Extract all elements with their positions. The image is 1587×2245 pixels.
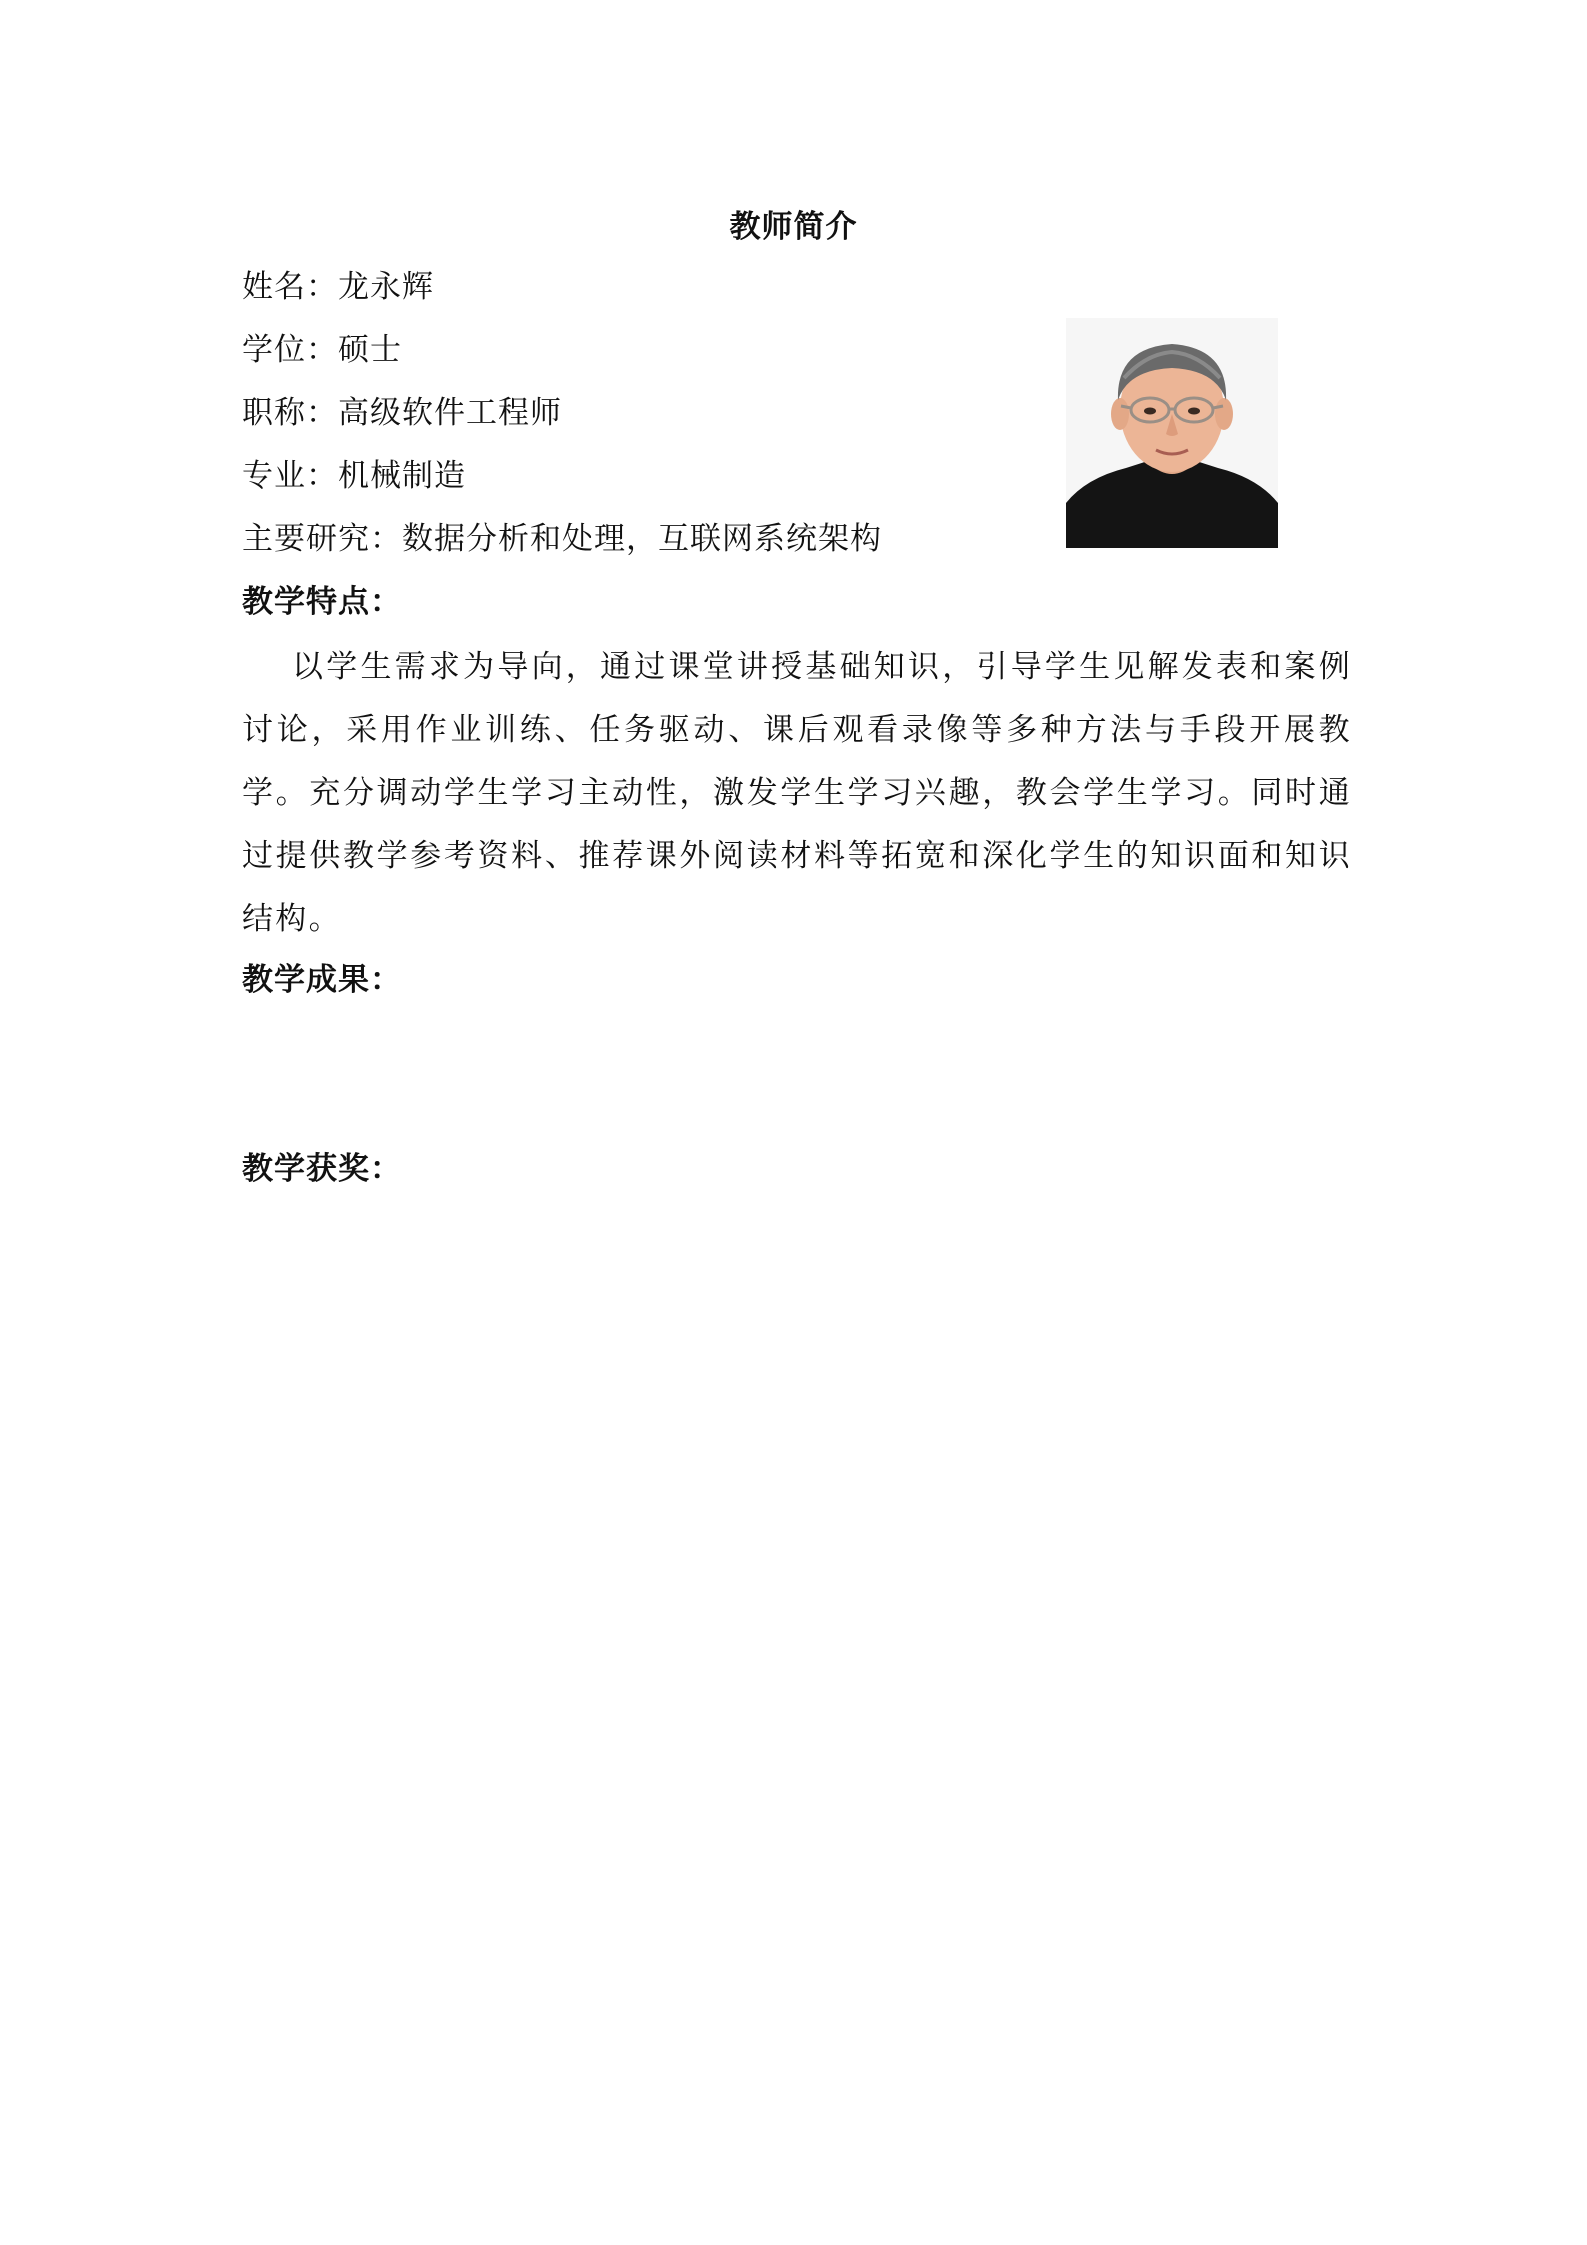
research-field: 主要研究：数据分析和处理，互联网系统架构 <box>242 521 882 557</box>
teacher-photo <box>1066 318 1278 548</box>
awards-heading: 教学获奖： <box>242 1151 402 1187</box>
results-heading: 教学成果： <box>242 962 402 998</box>
page-title: 教师简介 <box>729 209 858 245</box>
degree-field: 学位：硕士 <box>242 332 402 368</box>
features-heading: 教学特点： <box>242 584 402 620</box>
name-field: 姓名：龙永辉 <box>242 269 434 305</box>
title-field: 职称：高级软件工程师 <box>242 395 562 431</box>
major-field: 专业：机械制造 <box>242 458 466 494</box>
features-paragraph: 以学生需求为导向，通过课堂讲授基础知识，引导学生见解发表和案例讨论，采用作业训练、任务驱动、课后观看录像等多种方法与手段开展教学。充分调动学生学习主动性，激发学生学习兴趣，教会学生学习。同时通过提供教学参考资料、推荐课外阅读材料等拓宽和深化学生的知识面和知识结构。 <box>242 649 1352 937</box>
